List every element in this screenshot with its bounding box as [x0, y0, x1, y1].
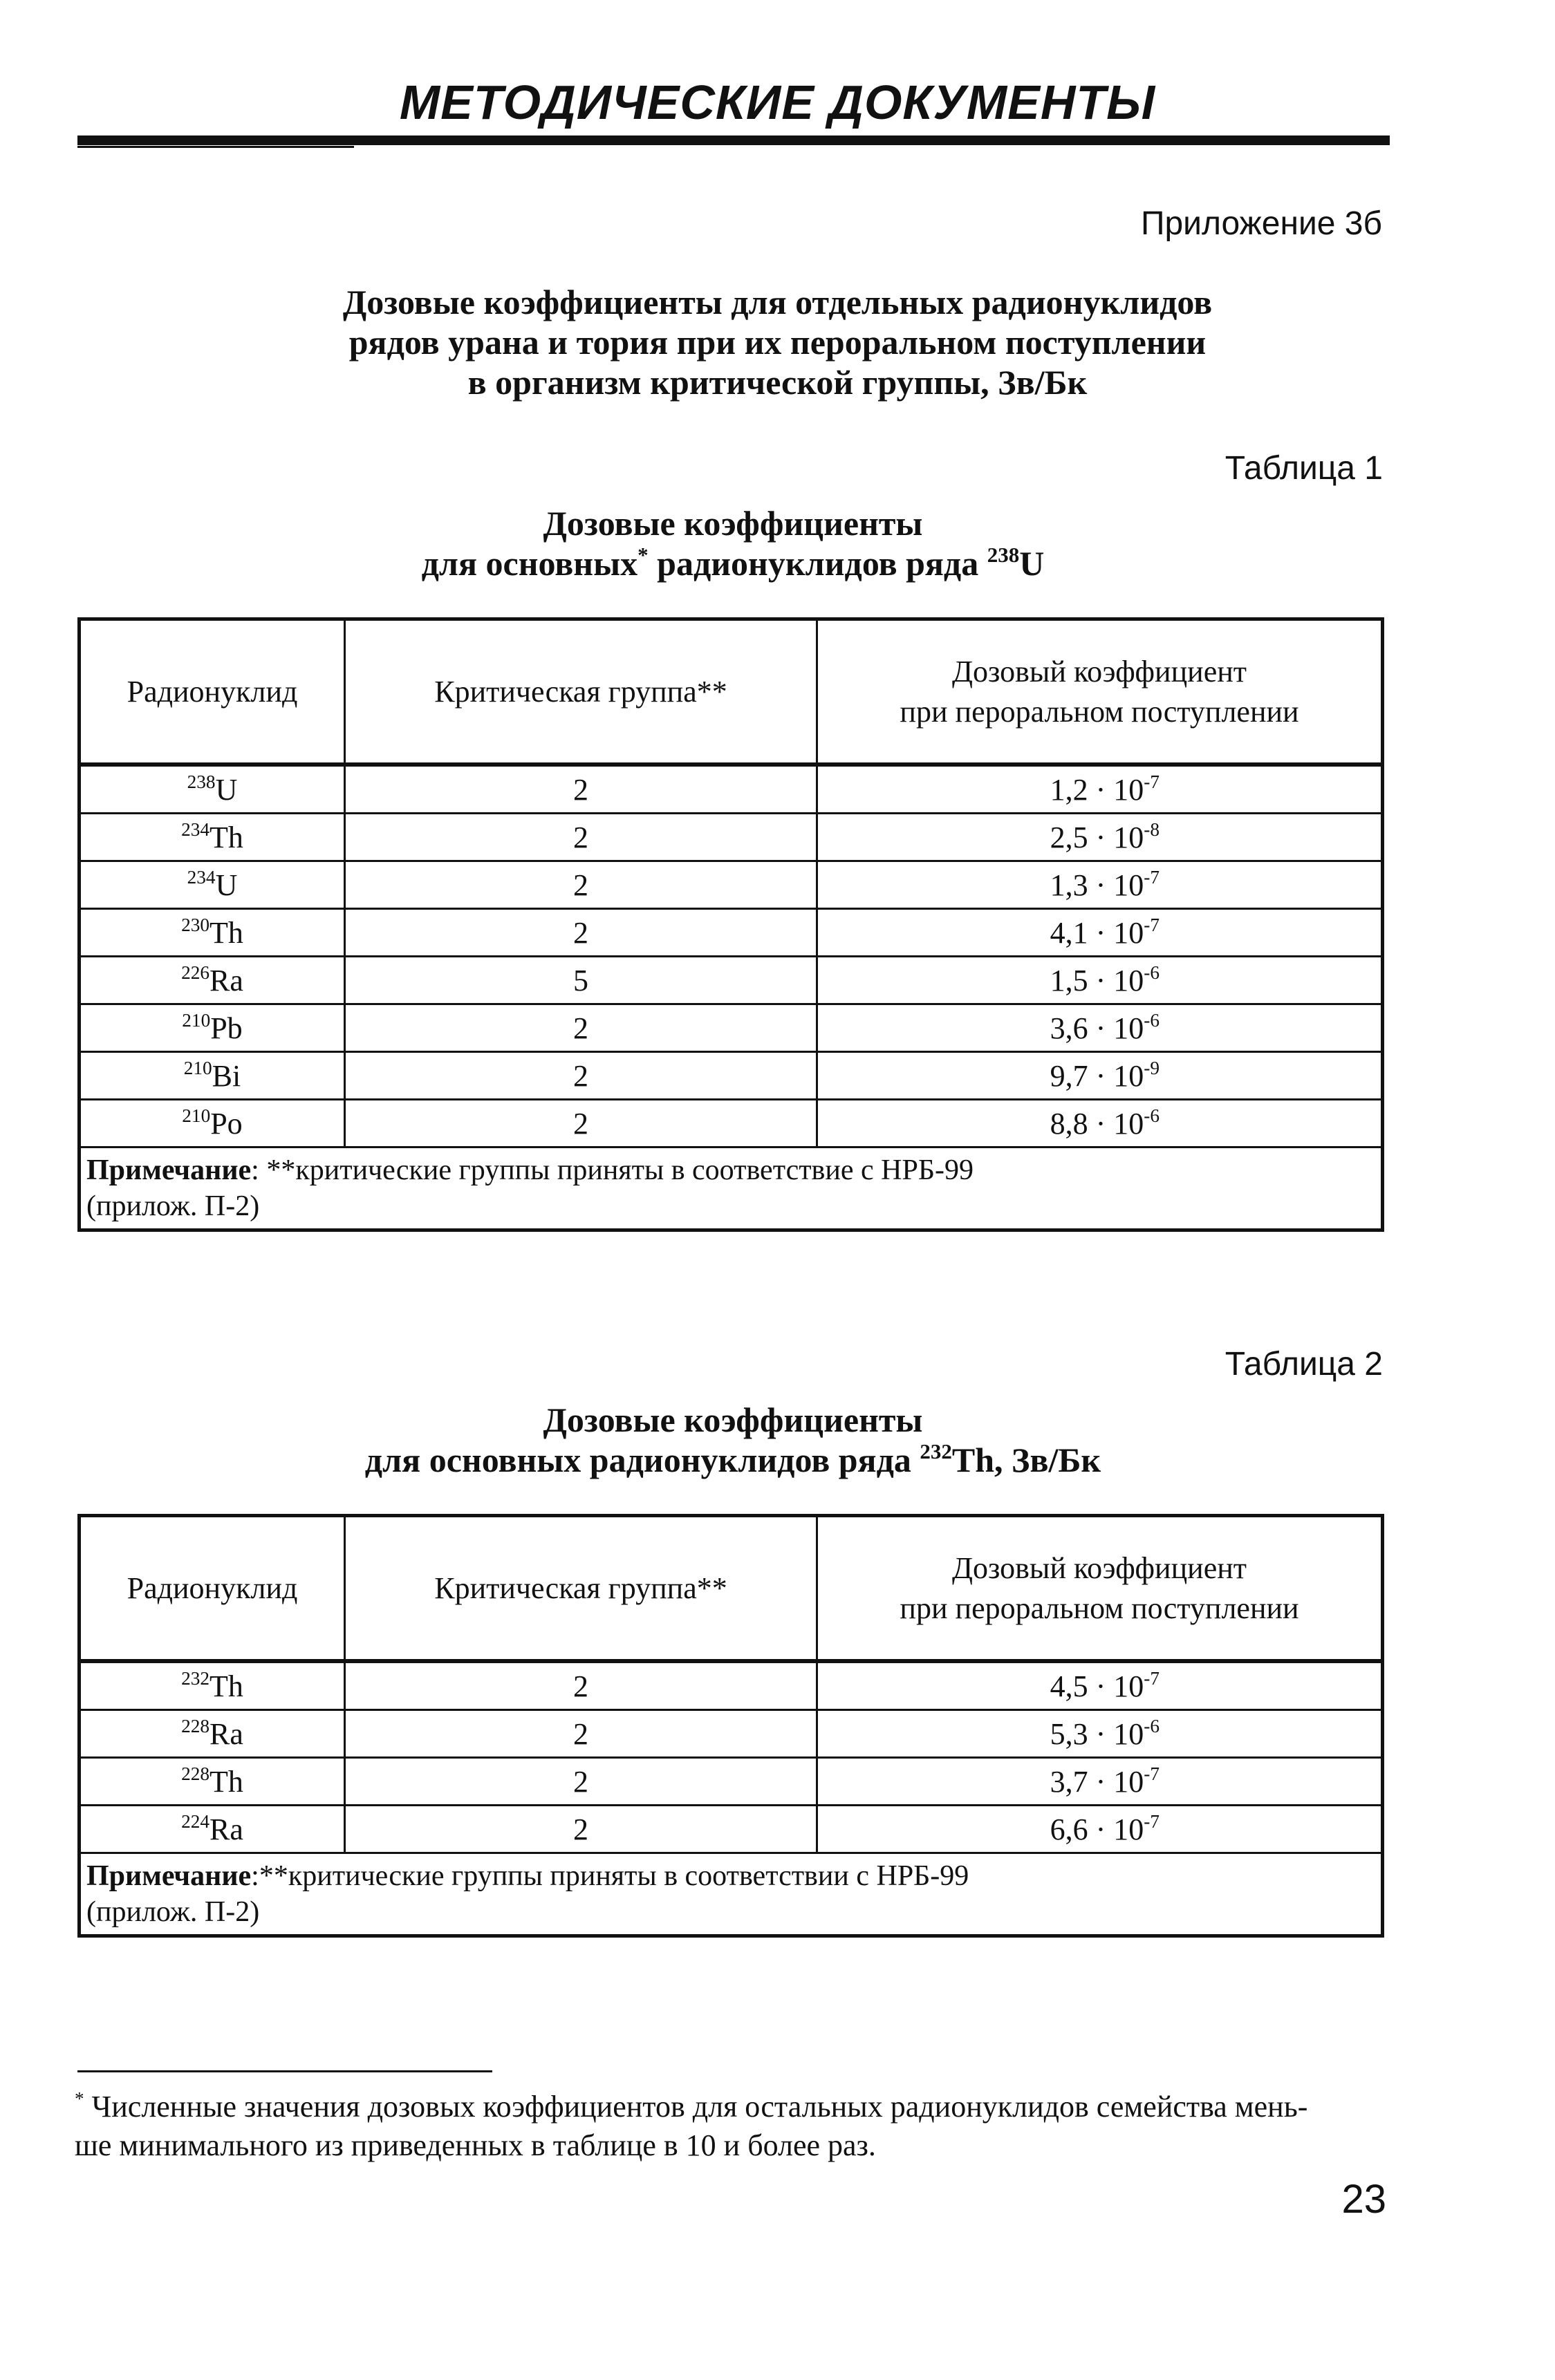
- critical-group-cell: 2: [345, 861, 817, 909]
- critical-group-cell: 2: [345, 1710, 817, 1758]
- table-row: [80, 1710, 1383, 1758]
- table2-title-line-2: для основных радионуклидов ряда $^{232}$Th, Зв/Бк: [364, 1439, 1101, 1479]
- table1-title-line-2: для основных* радионуклидов ряда $^{238}$U: [421, 542, 1045, 583]
- radionuclide-cell: $^{238}$U: [80, 765, 345, 814]
- critical-group-cell: 2: [345, 1758, 817, 1806]
- dose-coefficient-cell: $4,1 \cdot 10^{-7}$: [817, 909, 1383, 957]
- critical-group-cell: 2: [345, 1661, 817, 1710]
- table2-title-line-1: Дозовые коэффициенты: [543, 1400, 923, 1439]
- table1-note: Примечание: **критические группы приняты в соответствие с НРБ-99 (прилож. П-2): [80, 1147, 1383, 1230]
- radionuclide-cell: $^{228}$Ra: [80, 1710, 345, 1758]
- table-row: [80, 765, 1383, 814]
- document-title: [0, 282, 1555, 402]
- table2-header-row: [80, 1516, 1383, 1662]
- title-line-2: рядов урана и тория при их пероральном поступлении: [348, 323, 1207, 362]
- critical-group-cell: 2: [345, 1806, 817, 1853]
- table-row: [80, 1052, 1383, 1100]
- title-line-3: в организм критической группы, Зв/Бк: [467, 363, 1088, 402]
- col-header-dose-coefficient: Дозовый коэффициент при пероральном поступлении: [817, 619, 1383, 765]
- table-row: [80, 1100, 1383, 1147]
- col-header-dose-coefficient: Дозовый коэффициент при пероральном поступлении: [817, 1516, 1383, 1662]
- running-header: МЕТОДИЧЕСКИЕ ДОКУМЕНТЫ: [399, 75, 1156, 129]
- dose-coefficient-cell: $3,6 \cdot 10^{-6}$: [817, 1004, 1383, 1052]
- dose-coefficient-cell: $1,2 \cdot 10^{-7}$: [817, 765, 1383, 814]
- radionuclide-cell: $^{232}$Th: [80, 1661, 345, 1710]
- col-header-critical-group: Критическая группа**: [345, 619, 817, 765]
- page-number: 23: [1341, 2177, 1386, 2222]
- radionuclide-cell: $^{224}$Ra: [80, 1806, 345, 1853]
- table-row: [80, 814, 1383, 861]
- title-line-1: Дозовые коэффициенты для отдельных радионуклидов: [342, 283, 1213, 321]
- radionuclide-cell: $^{234}$Th: [80, 814, 345, 861]
- dose-coefficient-cell: $8,8 \cdot 10^{-6}$: [817, 1100, 1383, 1147]
- footnote: * Численные значения дозовых коэффициентов для остальных радионуклидов семейства мень- ше минимального из приведенных в таблице в 10 и более раз.: [75, 2088, 1308, 2162]
- radionuclide-cell: $^{234}$U: [80, 861, 345, 909]
- col-header-radionuclide: Радионуклид: [80, 619, 345, 765]
- table1-note-row: [80, 1147, 1383, 1230]
- table2: [77, 1514, 1384, 1938]
- header-rule: [77, 135, 1390, 145]
- dose-coefficient-cell: $3,7 \cdot 10^{-7}$: [817, 1758, 1383, 1806]
- col-header-critical-group: Критическая группа**: [345, 1516, 817, 1662]
- radionuclide-cell: $^{230}$Th: [80, 909, 345, 957]
- table1: [77, 617, 1384, 1232]
- table-row: [80, 1661, 1383, 1710]
- table-row: [80, 1806, 1383, 1853]
- table-row: [80, 861, 1383, 909]
- critical-group-cell: 2: [345, 814, 817, 861]
- radionuclide-cell: $^{210}$Po: [80, 1100, 345, 1147]
- radionuclide-cell: $^{210}$Pb: [80, 1004, 345, 1052]
- table1-title-line-1: Дозовые коэффициенты: [543, 504, 923, 543]
- radionuclide-cell: $^{226}$Ra: [80, 957, 345, 1004]
- table2-label: Таблица 2: [1225, 1346, 1383, 1383]
- table1-header-row: [80, 619, 1383, 765]
- footnote-rule: [77, 2070, 492, 2072]
- table1-title: [159, 503, 1307, 583]
- col-header-radionuclide: Радионуклид: [80, 1516, 345, 1662]
- critical-group-cell: 2: [345, 1100, 817, 1147]
- table1-label: Таблица 1: [1225, 450, 1383, 487]
- critical-group-cell: 2: [345, 765, 817, 814]
- dose-coefficient-cell: $2,5 \cdot 10^{-8}$: [817, 814, 1383, 861]
- dose-coefficient-cell: $9,7 \cdot 10^{-9}$: [817, 1052, 1383, 1100]
- table-row: [80, 957, 1383, 1004]
- dose-coefficient-cell: $6,6 \cdot 10^{-7}$: [817, 1806, 1383, 1853]
- table2-note: Примечание:**критические группы приняты в соответствии с НРБ-99 (прилож. П-2): [80, 1853, 1383, 1936]
- table-row: [80, 909, 1383, 957]
- dose-coefficient-cell: $1,3 \cdot 10^{-7}$: [817, 861, 1383, 909]
- critical-group-cell: 2: [345, 1052, 817, 1100]
- table-row: [80, 1758, 1383, 1806]
- appendix-label: Приложение 3б: [1140, 205, 1382, 242]
- critical-group-cell: 2: [345, 1004, 817, 1052]
- critical-group-cell: 2: [345, 909, 817, 957]
- radionuclide-cell: $^{228}$Th: [80, 1758, 345, 1806]
- dose-coefficient-cell: $4,5 \cdot 10^{-7}$: [817, 1661, 1383, 1710]
- dose-coefficient-cell: $5,3 \cdot 10^{-6}$: [817, 1710, 1383, 1758]
- table2-note-row: [80, 1853, 1383, 1936]
- table2-title: [159, 1400, 1307, 1480]
- header-rule-accent: [77, 146, 354, 148]
- radionuclide-cell: $^{210}$Bi: [80, 1052, 345, 1100]
- critical-group-cell: 5: [345, 957, 817, 1004]
- dose-coefficient-cell: $1,5 \cdot 10^{-6}$: [817, 957, 1383, 1004]
- table-row: [80, 1004, 1383, 1052]
